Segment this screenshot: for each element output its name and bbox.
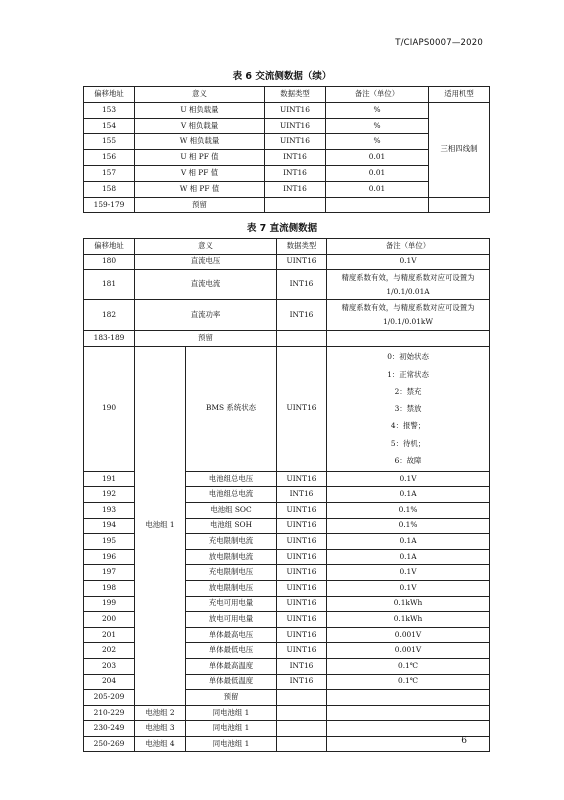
- cell-note: 0.1kWh: [327, 612, 490, 628]
- cell-note: [327, 721, 490, 737]
- cell-type: INT16: [277, 674, 327, 690]
- cell-addr: 250-269: [84, 736, 135, 752]
- cell-type: INT16: [277, 270, 327, 300]
- cell-type: UINT16: [277, 549, 327, 565]
- cell-type: INT16: [277, 658, 327, 674]
- cell-addr: 198: [84, 580, 135, 596]
- cell-type: UINT16: [277, 643, 327, 659]
- cell-type: INT16: [265, 165, 326, 181]
- cell-note: %: [326, 134, 429, 150]
- cell-meaning: V 相 PF 值: [135, 165, 265, 181]
- cell-addr: 201: [84, 627, 135, 643]
- cell-addr: 202: [84, 643, 135, 659]
- cell-note: 精度系数有效，与精度系数对应可设置为 1/0.1/0.01A: [327, 270, 490, 300]
- cell-type: INT16: [277, 300, 327, 331]
- cell-meaning: 电池组总电流: [186, 487, 277, 503]
- cell-type: INT16: [277, 487, 327, 503]
- cell-addr: 193: [84, 502, 135, 518]
- table6-header-type: 数据类型: [265, 87, 326, 103]
- bms-state: 4：报警；: [390, 421, 426, 431]
- cell-note: 0.1V: [327, 471, 490, 487]
- cell-meaning: 同电池组 1: [186, 736, 277, 752]
- cell-addr: 192: [84, 487, 135, 503]
- table7-header-type: 数据类型: [277, 239, 327, 255]
- cell-addr: 156: [84, 150, 135, 166]
- cell-note: 0.1%: [327, 502, 490, 518]
- cell-note: 0.1V: [327, 254, 490, 270]
- cell-meaning: 直流电压: [135, 254, 277, 270]
- cell-addr: 203: [84, 658, 135, 674]
- cell-meaning: 同电池组 1: [186, 705, 277, 721]
- cell-addr: 195: [84, 534, 135, 550]
- cell-note: 0.1%: [327, 518, 490, 534]
- table7-header-note: 备注（单位）: [327, 239, 490, 255]
- cell-addr: 158: [84, 181, 135, 197]
- cell-addr: 155: [84, 134, 135, 150]
- cell-meaning: 充电限制电流: [186, 534, 277, 550]
- cell-meaning: 充电限制电压: [186, 565, 277, 581]
- page-number: 6: [461, 736, 467, 746]
- cell-note: 0.01: [326, 165, 429, 181]
- table6-header-row: [84, 87, 490, 103]
- cell-type: UINT16: [277, 346, 327, 471]
- table-row: [84, 705, 490, 721]
- table6-caption: 表 6 交流侧数据（续）: [232, 71, 332, 82]
- cell-meaning: 预留: [135, 197, 265, 213]
- bms-state: 6：故障: [394, 456, 422, 466]
- cell-type: UINT16: [265, 102, 326, 118]
- table6-header-addr: 偏移地址: [84, 87, 135, 103]
- table7-caption: 表 7 直流侧数据: [246, 223, 318, 234]
- cell-type: UINT16: [265, 134, 326, 150]
- cell-note: 0.001V: [327, 627, 490, 643]
- table7-header-row: [84, 239, 490, 255]
- cell-type: [277, 721, 327, 737]
- cell-meaning: 放电限制电流: [186, 549, 277, 565]
- bms-state: 3：禁放: [394, 404, 422, 414]
- cell-meaning: 单体最低电压: [186, 643, 277, 659]
- cell-addr: 200: [84, 612, 135, 628]
- cell-note: %: [326, 102, 429, 118]
- cell-type: UINT16: [277, 565, 327, 581]
- cell-model-empty: [429, 197, 490, 213]
- cell-type: UINT16: [277, 596, 327, 612]
- cell-group: 电池组 1: [135, 346, 186, 705]
- cell-meaning: 电池组 SOH: [186, 518, 277, 534]
- table-row: [84, 270, 490, 300]
- cell-meaning: U 相负载量: [135, 102, 265, 118]
- table6-header-note: 备注（单位）: [326, 87, 429, 103]
- cell-meaning: 单体最高温度: [186, 658, 277, 674]
- cell-meaning: 直流功率: [135, 300, 277, 331]
- cell-addr: 199: [84, 596, 135, 612]
- cell-meaning: 充电可用电量: [186, 596, 277, 612]
- cell-type: [277, 690, 327, 706]
- table-row: [84, 102, 490, 118]
- cell-addr: 205-209: [84, 690, 135, 706]
- cell-type: [277, 705, 327, 721]
- cell-note: 0.1kWh: [327, 596, 490, 612]
- cell-meaning: W 相 PF 值: [135, 181, 265, 197]
- cell-meaning: U 相 PF 值: [135, 150, 265, 166]
- cell-note: [327, 331, 490, 347]
- cell-meaning: 单体最高电压: [186, 627, 277, 643]
- cell-note: 0.1℃: [327, 658, 490, 674]
- cell-addr: 197: [84, 565, 135, 581]
- cell-note: 0.1V: [327, 580, 490, 596]
- bms-state: 5：待机；: [390, 438, 426, 448]
- cell-meaning: 同电池组 1: [186, 721, 277, 737]
- cell-meaning: 电池组总电压: [186, 471, 277, 487]
- cell-type: UINT16: [277, 627, 327, 643]
- cell-note: 0.1℃: [327, 674, 490, 690]
- cell-addr: 153: [84, 102, 135, 118]
- cell-meaning: BMS 系统状态: [186, 346, 277, 471]
- cell-meaning: 预留: [135, 331, 277, 347]
- cell-meaning: 直流电流: [135, 270, 277, 300]
- bms-state: 1：正常状态: [387, 369, 429, 379]
- cell-type: INT16: [265, 181, 326, 197]
- table7: [83, 238, 490, 752]
- cell-type: UINT16: [265, 118, 326, 134]
- cell-meaning: 预留: [186, 690, 277, 706]
- cell-note: %: [326, 118, 429, 134]
- cell-addr: 182: [84, 300, 135, 331]
- table-row: [84, 721, 490, 737]
- cell-note: 0.001V: [327, 643, 490, 659]
- table-row: [84, 331, 490, 347]
- cell-type: UINT16: [277, 502, 327, 518]
- cell-type: [277, 331, 327, 347]
- cell-note: [326, 197, 429, 213]
- cell-type: UINT16: [277, 612, 327, 628]
- cell-addr: 204: [84, 674, 135, 690]
- cell-note: 0.01: [326, 150, 429, 166]
- cell-type: UINT16: [277, 534, 327, 550]
- cell-addr: 210-229: [84, 705, 135, 721]
- table7-header-addr: 偏移地址: [84, 239, 135, 255]
- cell-note: 0.1A: [327, 534, 490, 550]
- cell-addr: 190: [84, 346, 135, 471]
- cell-addr: 183-189: [84, 331, 135, 347]
- cell-note: 0.1A: [327, 549, 490, 565]
- cell-note: 0.01: [326, 181, 429, 197]
- cell-meaning: V 相负载量: [135, 118, 265, 134]
- standard-number: T/CIAPS0007—2020: [395, 38, 483, 48]
- cell-meaning: 放电限制电压: [186, 580, 277, 596]
- table6-header-meaning: 意义: [135, 87, 265, 103]
- cell-addr: 154: [84, 118, 135, 134]
- table-row: [84, 254, 490, 270]
- table6-header-model: 适用机型: [429, 87, 490, 103]
- cell-type: UINT16: [277, 580, 327, 596]
- cell-note: 0.1A: [327, 487, 490, 503]
- cell-addr: 196: [84, 549, 135, 565]
- cell-group: 电池组 2: [135, 705, 186, 721]
- cell-meaning: 电池组 SOC: [186, 502, 277, 518]
- cell-type: INT16: [265, 150, 326, 166]
- cell-addr: 157: [84, 165, 135, 181]
- table7-header-meaning: 意义: [135, 239, 277, 255]
- cell-group: 电池组 4: [135, 736, 186, 752]
- cell-model: 三相四线制: [429, 102, 490, 197]
- bms-state: 0：初始状态: [387, 352, 429, 362]
- cell-type: UINT16: [277, 518, 327, 534]
- table-row: [84, 736, 490, 752]
- cell-note: [327, 705, 490, 721]
- cell-addr: 191: [84, 471, 135, 487]
- table-row: [84, 300, 490, 331]
- cell-addr: 180: [84, 254, 135, 270]
- cell-addr: 230-249: [84, 721, 135, 737]
- cell-bms-states: [327, 346, 490, 471]
- cell-type: [265, 197, 326, 213]
- cell-meaning: W 相负载量: [135, 134, 265, 150]
- cell-addr: 159-179: [84, 197, 135, 213]
- cell-note: [327, 690, 490, 706]
- cell-addr: 194: [84, 518, 135, 534]
- cell-note: 精度系数有效，与精度系数对应可设置为 1/0.1/0.01kW: [327, 300, 490, 331]
- cell-type: UINT16: [277, 254, 327, 270]
- table-row-bms: [84, 346, 490, 471]
- cell-addr: 181: [84, 270, 135, 300]
- table-row: [84, 197, 490, 213]
- cell-note: 0.1V: [327, 565, 490, 581]
- cell-group: 电池组 3: [135, 721, 186, 737]
- cell-type: [277, 736, 327, 752]
- cell-meaning: 放电可用电量: [186, 612, 277, 628]
- cell-meaning: 单体最低温度: [186, 674, 277, 690]
- bms-state: 2：禁充: [394, 386, 422, 396]
- table6: [83, 86, 490, 213]
- cell-type: UINT16: [277, 471, 327, 487]
